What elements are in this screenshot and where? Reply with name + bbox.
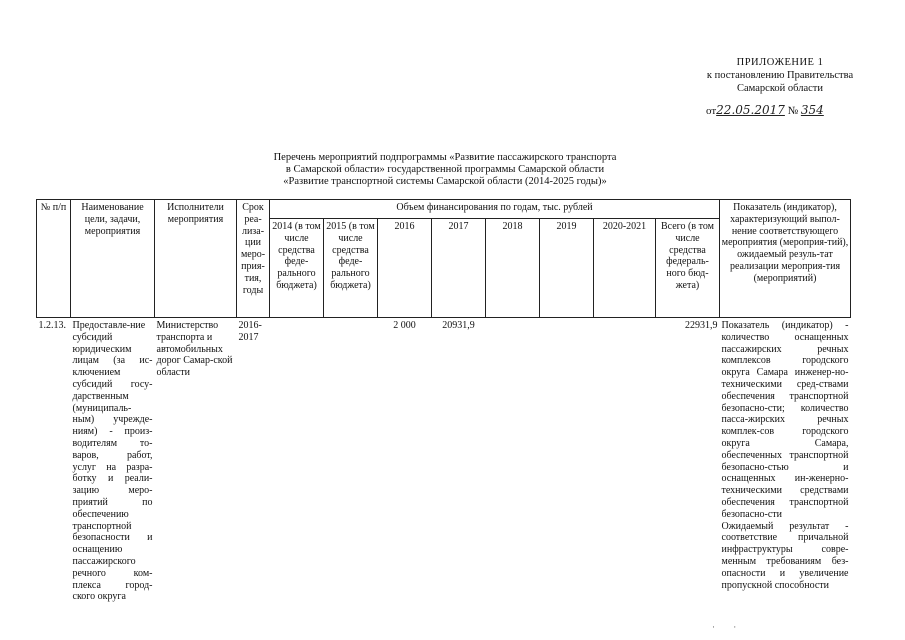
header-executors: Исполнители мероприятия xyxy=(155,200,237,318)
title-line-2: в Самарской области» государственной программы Самарской области xyxy=(285,164,605,175)
row-2014 xyxy=(270,318,324,604)
header-year-2018: 2018 xyxy=(486,219,540,318)
decree-number-prefix: № xyxy=(787,105,799,117)
row-2017: 20931,9 xyxy=(442,320,475,331)
document-title xyxy=(240,152,650,188)
decree-line xyxy=(706,103,824,117)
header-year-2019: 2019 xyxy=(540,219,594,318)
decree-date: 22.05.2017 xyxy=(716,103,785,117)
row-2016: 2 000 xyxy=(393,320,416,331)
header-year-2020-2021: 2020-2021 xyxy=(594,219,656,318)
scan-artifact: · · xyxy=(712,622,745,632)
header-total: Всего (в том числе средства федераль-ного бюд-жета) xyxy=(656,219,720,318)
decree-number: 354 xyxy=(800,103,824,117)
row-num: 1.2.13. xyxy=(38,320,66,331)
row-2015 xyxy=(324,318,378,604)
appendix-line-2: Самарской области xyxy=(737,83,823,94)
title-line-3: «Развитие транспортной системы Самарской области (2014-2025 годы)» xyxy=(283,176,607,187)
table-header-row xyxy=(37,200,851,219)
header-name: Наименование цели, задачи, мероприятия xyxy=(71,200,155,318)
header-year-2016: 2016 xyxy=(378,219,432,318)
header-num: № п/п xyxy=(37,200,71,318)
decree-date-prefix: от xyxy=(706,105,717,117)
appendix-block xyxy=(690,56,870,95)
row-indicator: Показатель (индикатор) - количество оснащенных пассажирских речных комплексов городского округа Самара инженер-но-техническими сред-ствами обеспечения транспортной безопасно-сти; количество пасса-жирских речных комплек-сов городского округа Самара, обеспеченных транспортной безопасно-стью и оснащенных ин-женерно-техническими средствами обеспечения транспортной безопасно-сти xyxy=(721,320,849,520)
header-year-2014: 2014 (в том числе средства феде-рального бюджета) xyxy=(270,219,324,318)
title-line-1: Перечень мероприятий подпрограммы «Развитие пассажирского транспорта xyxy=(273,152,617,163)
table-row xyxy=(37,318,851,604)
row-name: Предоставле-ние субсидий юридическим лицам (за ис-ключением субсидий госу-дарственным (муниципаль-ным) учрежде-ниям) - произ-водителям то-варов, работ, услуг на разра-ботку и реали-зацию меро-приятий по обеспечению транспортной безопасности и оснащению пассажирского речного ком-плекса город-ского округа xyxy=(72,320,153,603)
row-2019 xyxy=(540,318,594,604)
row-total: 22931,9 xyxy=(685,320,718,331)
header-year-2015: 2015 (в том числе средства феде-рального бюджета) xyxy=(324,219,378,318)
header-funding: Объем финансирования по годам, тыс. рублей xyxy=(270,200,720,219)
row-executors: Министерство транспорта и автомобильных дорог Самар-ской области xyxy=(156,320,233,379)
row-indicator-cell xyxy=(720,318,851,604)
row-2020-2021 xyxy=(594,318,656,604)
header-year-2017: 2017 xyxy=(432,219,486,318)
row-2018 xyxy=(486,318,540,604)
header-indicator: Показатель (индикатор), характеризующий выпол-нение соответствующего мероприятия (мероприя-тий), ожидаемый резуль-тат реализации мероприя-тия (мероприятий) xyxy=(720,200,851,318)
appendix-line-1: к постановлению Правительства xyxy=(706,70,854,81)
appendix-title: ПРИЛОЖЕНИЕ 1 xyxy=(736,57,824,68)
row-expected-result: Ожидаемый результат - соответствие причальной инфраструктуры совре-менным требованиям без-опасности и увеличение пропускной способности xyxy=(721,520,849,591)
header-term: Срок реа-лиза-ции меро-прия-тия, годы xyxy=(237,200,270,318)
measures-table xyxy=(36,199,851,603)
row-term: 2016-2017 xyxy=(238,320,262,343)
